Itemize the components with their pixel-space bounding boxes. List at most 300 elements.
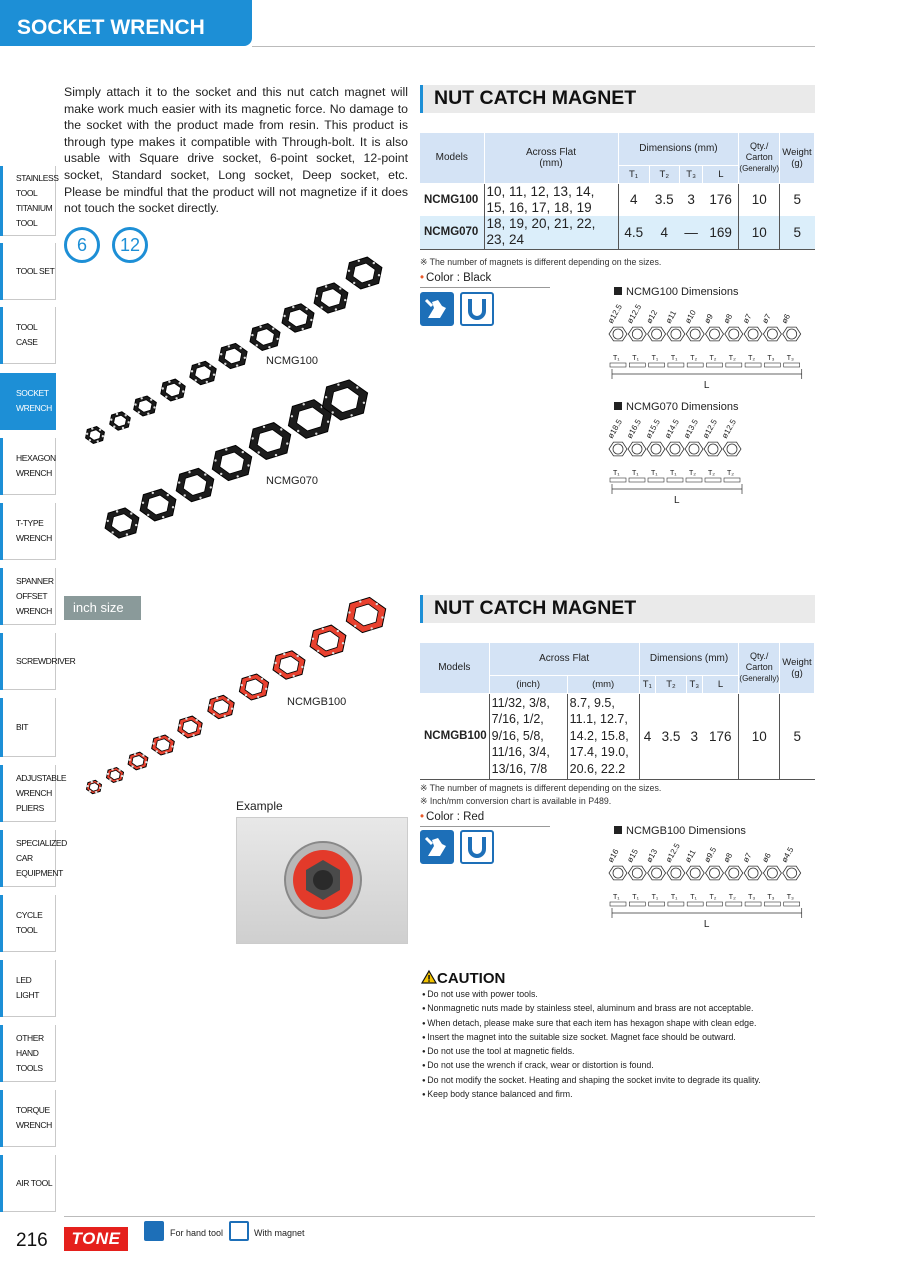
ring-side-view [648, 478, 664, 482]
mm-cell [567, 693, 639, 779]
red-magnet-ring [152, 735, 175, 755]
ncmgb100-dimension-drawing [605, 839, 808, 934]
col-qty: Qty./ Carton (Generally) [739, 133, 780, 183]
ring-side-view [649, 363, 665, 367]
dimension-ring [704, 442, 722, 456]
sidebar-item-label: SOCKET [16, 388, 49, 398]
inch-value: 11/16, 3/4, [491, 745, 550, 760]
thickness-label: T₂ [709, 894, 717, 901]
ring-side-view [668, 902, 684, 906]
ring-side-view [726, 902, 742, 906]
example-photo [236, 817, 408, 944]
t2-cell: 4 [649, 216, 679, 249]
thickness-label: T₂ [689, 470, 696, 477]
ncmgb100-photo-label: NCMGB100 [287, 696, 347, 708]
black-magnet-ring [282, 304, 314, 332]
black-magnet-ring [190, 361, 216, 384]
sidebar-tab-edge [0, 166, 3, 236]
sidebar-tab-edge [0, 243, 3, 300]
sidebar-item-torque[interactable] [0, 1090, 56, 1147]
inch-value: 13/16, 7/8 [491, 761, 548, 776]
ring-side-view [687, 363, 703, 367]
ring-size-label: ø15 [625, 847, 640, 864]
t1-cell: 4 [643, 728, 652, 744]
col-t2: T₂ [649, 165, 679, 183]
red-magnets-photo [78, 595, 408, 805]
sidebar-tab-edge [0, 307, 3, 364]
sidebar-item-label: TOOL CASE [16, 322, 38, 347]
red-magnet-ring [128, 752, 148, 770]
caution-item: ● Do not use with power tools. [422, 989, 538, 999]
ncmg100-photo-label: NCMG100 [266, 355, 318, 367]
sidebar-tab-edge [0, 765, 3, 822]
ring-side-view [764, 902, 780, 906]
intro-description: Simply attach it to the socket and this nut catch magnet will make work much easier with its magnetic force. No damage to the socket with the product made from resin. This product is through type makes it compatible with Through-bolt. It is also usable with Square drive socket, 6-point socket, 12-point socket, Standard socket, Long socket, Deep socket, etc. Please be mindful that the product will not magnetize if it does not touch the socket directly. [64, 85, 408, 216]
col-weight: Weight (g) [780, 133, 815, 183]
thickness-label: T₂ [690, 355, 698, 362]
t3-cell: — [679, 216, 702, 249]
red-magnet-ring [208, 695, 234, 718]
caution-item: ● Keep body stance balanced and firm. [422, 1089, 573, 1100]
ring-size-label: ø7 [760, 312, 773, 325]
sidebar-item-label: OFFSET WRENCH [16, 590, 52, 616]
dimension-ring [725, 327, 743, 341]
tone-logo: TONE [64, 1227, 128, 1251]
col-t3: T₃ [679, 165, 702, 183]
col-across-flat: Across Flat (mm) [484, 133, 618, 183]
red-magnet-ring [178, 716, 202, 738]
sidebar-item-label: WRENCH [16, 403, 52, 413]
ring-side-view [705, 478, 721, 482]
black-magnet-ring [140, 489, 176, 521]
sidebar-item-tool-set[interactable] [0, 243, 56, 300]
section2-note1: ※ The number of magnets is different depending on the sizes. [420, 783, 662, 793]
ncmg070-dims-title: NCMG070 Dimensions [614, 401, 738, 413]
black-magnet-ring [249, 423, 290, 460]
inch-size-badge: inch size [64, 596, 141, 620]
thickness-label: T₂ [728, 894, 736, 901]
sidebar-item-label: WRENCH [16, 1120, 52, 1130]
ring-side-view [745, 363, 761, 367]
ring-size-label: ø16 [605, 847, 621, 864]
ring-size-label: ø9 [702, 312, 715, 325]
sidebar-item-label: TOOLS [16, 1062, 43, 1073]
col-inch: (inch) [489, 675, 567, 693]
thickness-label: T₃ [786, 894, 794, 901]
sidebar-item-led-light[interactable] [0, 960, 56, 1017]
ring-size-label: ø13.5 [681, 417, 700, 440]
thickness-label: T₃ [767, 355, 775, 362]
dimension-ring [783, 866, 801, 880]
ring-side-view [687, 902, 703, 906]
thickness-label: T₁ [670, 355, 678, 362]
dimension-ring [723, 442, 741, 456]
col-mm: (mm) [567, 675, 639, 693]
ring-size-label: ø6 [760, 851, 773, 864]
ring-size-label: ø6 [779, 312, 793, 325]
ring-size-label: ø9.5 [702, 845, 719, 864]
caution-item: ● Do not use the wrench if crack, wear or distortion is found. [422, 1060, 654, 1071]
sidebar-item-air-tool[interactable] [0, 1155, 56, 1212]
inch-value: 9/16, 5/8, [491, 728, 544, 743]
col-qty: Qty./ Carton (Generally) [739, 643, 780, 693]
thickness-label: T₁ [632, 355, 639, 362]
dimension-ring [648, 327, 666, 341]
thickness-label: T₁ [670, 894, 678, 901]
ring-size-label: ø4.5 [779, 845, 796, 864]
sidebar-item-label: BIT [16, 721, 29, 732]
sidebar-item-screwdriver[interactable] [0, 633, 76, 690]
col-t1: T₁ [639, 675, 655, 693]
legend-hand-tool: For hand tool [170, 1228, 224, 1238]
sidebar-item-label: SPECIALIZED [16, 837, 67, 848]
section1-spec-table [420, 133, 815, 250]
section1-color-label: • Color : Black [420, 272, 550, 288]
dimension-ring [628, 866, 646, 880]
sidebar-item-label: TITANIUM TOOL [16, 202, 53, 228]
t3-cell: 3 [690, 728, 699, 744]
sidebar-item-label: ADJUSTABLE [16, 772, 67, 783]
red-magnet-ring [87, 780, 102, 793]
black-magnet-ring [314, 283, 348, 313]
ring-side-view [745, 902, 761, 906]
ncmgb100-dims-title: NCMGB100 Dimensions [614, 825, 746, 837]
model-cell: NCMGB100 [420, 693, 489, 779]
caution-item: ● Insert the magnet into the suitable size socket. Magnet face should be outward. [422, 1031, 736, 1042]
thickness-label: T₁ [651, 355, 659, 362]
ring-size-label: ø7 [741, 312, 754, 325]
ring-size-label: ø7 [741, 851, 754, 864]
ring-side-view [686, 478, 702, 482]
sidebar-tab-edge [0, 960, 3, 1017]
qty-cell: 10 [739, 216, 780, 249]
dimension-ring [667, 866, 685, 880]
dimension-ring [744, 327, 762, 341]
thickness-label: T₂ [708, 470, 715, 477]
sidebar-tab-edge [0, 895, 3, 952]
sidebar-item-label: WRENCH [16, 787, 52, 798]
sidebar-item-label: WRENCH [16, 468, 52, 478]
sidebar-item-label: LED LIGHT [16, 975, 40, 1000]
sidebar-tab-edge [0, 1155, 3, 1212]
sidebar-tab-edge [0, 633, 3, 690]
ring-size-label: ø13 [644, 847, 660, 864]
thickness-label: T₁ [651, 894, 659, 901]
thickness-label: T₁ [613, 355, 620, 362]
dimension-ring [783, 327, 801, 341]
sidebar-item-bit[interactable] [0, 698, 56, 757]
thickness-label: T₁ [690, 894, 697, 901]
ring-side-view [724, 478, 740, 482]
dimension-ring [706, 866, 724, 880]
red-magnet-ring [273, 651, 305, 679]
inch-value: 11/32, 3/8, [491, 695, 550, 710]
section1-note: ※ The number of magnets is different depending on the sizes. [420, 257, 662, 267]
thickness-label: T₁ [632, 470, 639, 477]
ring-size-label: ø12.5 [605, 302, 624, 325]
hex-12-point-badge: 12 [112, 227, 148, 263]
ring-size-label: ø12.5 [663, 841, 682, 864]
thickness-label: T₃ [786, 355, 794, 362]
sidebar-tab-edge [0, 830, 3, 887]
ring-size-label: ø16.5 [624, 417, 643, 440]
l-cell: 176 [703, 183, 739, 216]
dimension-ring [744, 866, 762, 880]
qty-cell: 10 [739, 183, 780, 216]
mm-value: 20.6, 22.2 [569, 761, 626, 776]
ring-side-view [764, 363, 780, 367]
sidebar-item-label: OTHER HAND [16, 1032, 44, 1058]
length-label: L [674, 495, 680, 506]
dimension-ring [647, 442, 665, 456]
sidebar-item-adjustable[interactable] [0, 765, 67, 822]
ring-side-view [629, 478, 645, 482]
col-l: L [702, 675, 739, 693]
length-label: L [703, 919, 710, 930]
caution-item: ● Nonmagnetic nuts made by stainless steel, aluminum and brass are not acceptable. [422, 1003, 754, 1014]
dimension-ring [628, 442, 646, 456]
qty-cell: 10 [739, 693, 780, 779]
sidebar-item-label: CAR EQUIPMENT [16, 852, 63, 878]
black-magnet-ring [176, 468, 214, 501]
sidebar-item-stainless-tool[interactable] [0, 166, 59, 236]
inch-value: 7/16, 1/2, [491, 712, 544, 727]
col-dimensions: Dimensions (mm) [639, 643, 739, 675]
dimension-ring [686, 327, 704, 341]
black-magnet-ring [212, 445, 251, 480]
dimension-ring [763, 866, 781, 880]
sidebar-item-label: SCREWDRIVER [16, 655, 76, 666]
section2-color-label: • Color : Red [420, 811, 550, 827]
black-magnet-ring [105, 508, 139, 538]
ring-size-label: ø8 [721, 851, 735, 864]
ring-size-label: ø11 [663, 309, 679, 325]
sidebar-tab-edge [0, 438, 3, 495]
hex-6-point-badge: 6 [64, 227, 100, 263]
dimension-ring [609, 866, 627, 880]
thickness-label: T₁ [670, 470, 677, 477]
red-magnet-ring [239, 674, 268, 700]
sidebar-item-label: CYCLE TOOL [16, 910, 43, 935]
sidebar-item-specialized[interactable] [0, 830, 67, 887]
ring-side-view [667, 478, 683, 482]
black-magnet-ring [134, 396, 157, 416]
col-l: L [703, 165, 739, 183]
col-models: Models [420, 643, 489, 693]
col-across-flat: Across Flat [489, 643, 639, 675]
black-magnet-ring [346, 257, 382, 289]
sidebar-item-label: STAINLESS TOOL [16, 172, 59, 198]
dimension-ring [763, 327, 781, 341]
col-t1: T₁ [618, 165, 649, 183]
dimension-ring [667, 327, 685, 341]
sidebar-tab-edge [0, 373, 3, 430]
hand-tool-icon [144, 1221, 164, 1241]
t3-cell: 3 [687, 192, 695, 208]
page-number: 216 [16, 1230, 48, 1251]
table-row [420, 693, 815, 779]
col-models: Models [420, 133, 484, 183]
caution-item: ● When detach, please make sure that each item has hexagon shape with clean edge. [422, 1017, 757, 1028]
black-magnet-ring [250, 324, 280, 351]
sidebar-item-tool-case[interactable] [0, 307, 56, 364]
ncmg100-dimension-drawing [605, 300, 808, 391]
sidebar-item-other-hand[interactable] [0, 1025, 56, 1082]
ring-side-view [784, 902, 800, 906]
caution-heading: CAUTION [421, 970, 505, 987]
black-magnet-ring [219, 343, 247, 368]
example-label: Example [236, 799, 283, 813]
table-row [420, 183, 815, 216]
sidebar-item-label: SPANNER [16, 575, 54, 586]
col-t3: T₃ [686, 675, 702, 693]
black-magnet-ring [110, 412, 131, 430]
sidebar-item-cycle-tool[interactable] [0, 895, 56, 952]
inch-cell [489, 693, 567, 779]
table-row [420, 216, 815, 249]
ncmg070-dimension-drawing [605, 415, 808, 510]
thickness-label: T₂ [727, 470, 734, 477]
caution-list [422, 988, 822, 1102]
sidebar-item-label: WRENCH [16, 533, 52, 543]
sidebar-item-spanner[interactable] [0, 568, 56, 625]
warning-icon [421, 970, 437, 984]
sidebar-tab-edge [0, 503, 3, 560]
ring-size-label: ø14.5 [662, 417, 681, 440]
magnet-icon [229, 1221, 249, 1241]
thickness-label: T₂ [728, 355, 736, 362]
ring-side-view [610, 478, 626, 482]
ring-side-view [707, 902, 723, 906]
thickness-label: T₂ [748, 355, 756, 362]
l-cell: 169 [703, 216, 739, 249]
sidebar-tab-edge [0, 568, 3, 625]
sidebar-tab-edge [0, 1090, 3, 1147]
dimension-ring [609, 327, 627, 341]
dimension-ring [666, 442, 684, 456]
ring-side-view [784, 363, 800, 367]
ring-size-label: ø12.5 [719, 417, 738, 440]
across-flat-cell: 10, 11, 12, 13, 14, 15, 16, 17, 18, 19 [484, 183, 618, 216]
legend-magnet: With magnet [254, 1228, 305, 1238]
socket-example-illustration [237, 818, 409, 945]
dimension-ring [686, 866, 704, 880]
ring-size-label: ø11 [683, 848, 698, 864]
sidebar-tab-edge [0, 698, 3, 757]
dimension-ring [706, 327, 724, 341]
dimension-ring [609, 442, 627, 456]
section2-note2: ※ Inch/mm conversion chart is available in P489. [420, 796, 612, 806]
section1-title: NUT CATCH MAGNET [420, 85, 815, 113]
ring-side-view [629, 902, 645, 906]
magnet-icon [460, 830, 494, 864]
weight-cell: 5 [780, 216, 815, 249]
hand-tool-icon [420, 292, 454, 326]
section2-spec-table [420, 643, 815, 780]
dimension-ring [648, 866, 666, 880]
hand-tool-icon [420, 830, 454, 864]
sidebar-item-socket[interactable] [0, 373, 56, 430]
red-magnet-ring [310, 625, 346, 657]
red-magnet-ring [346, 597, 385, 632]
thickness-label: T₂ [709, 355, 717, 362]
sidebar-item-t-type[interactable] [0, 503, 56, 560]
t1-cell: 4.5 [618, 216, 649, 249]
black-magnet-ring [86, 427, 105, 444]
black-magnet-ring [161, 379, 185, 401]
sidebar-item-label: TORQUE [16, 1105, 50, 1115]
thickness-label: T₃ [767, 894, 775, 901]
ring-side-view [610, 363, 626, 367]
ring-side-view [629, 363, 645, 367]
caution-item: ● Do not modify the socket. Heating and shaping the socket invite to degrade its quality. [422, 1074, 761, 1085]
t2-cell: 3.5 [654, 192, 674, 208]
col-dimensions: Dimensions (mm) [618, 133, 739, 165]
thickness-label: T₁ [651, 470, 658, 477]
ring-size-label: ø10 [683, 308, 698, 325]
footer-divider [64, 1216, 815, 1217]
sidebar-item-label: HEXAGON [16, 453, 56, 463]
sidebar-item-label: AIR TOOL [16, 1177, 53, 1188]
red-magnet-ring [107, 768, 124, 783]
weight-cell: 5 [793, 728, 801, 744]
ncmg070-photo-label: NCMG070 [266, 475, 318, 487]
dimension-ring [725, 866, 743, 880]
mm-value: 14.2, 15.8, [569, 728, 629, 743]
mm-value: 8.7, 9.5, [569, 695, 615, 710]
thickness-label: T₁ [613, 894, 620, 901]
ring-side-view [610, 902, 626, 906]
thickness-label: T₁ [632, 894, 639, 901]
thickness-label: T₁ [613, 470, 620, 477]
model-cell: NCMG070 [420, 216, 484, 249]
black-magnets-photo [70, 245, 410, 565]
ncmg100-dims-title: NCMG100 Dimensions [614, 286, 738, 298]
sidebar-tab-edge [0, 1025, 3, 1082]
ring-size-label: ø8 [721, 312, 735, 325]
section2-title: NUT CATCH MAGNET [420, 595, 815, 623]
header-divider [252, 46, 815, 47]
weight-cell: 5 [793, 192, 801, 208]
ring-side-view [707, 363, 723, 367]
ring-size-label: ø12.5 [625, 302, 644, 325]
col-t2: T₂ [655, 675, 686, 693]
mm-value: 11.1, 12.7, [569, 712, 628, 727]
ring-size-label: ø18.5 [605, 417, 624, 440]
dimension-ring [685, 442, 703, 456]
model-cell: NCMG100 [420, 183, 484, 216]
ring-side-view [668, 363, 684, 367]
length-label: L [703, 380, 710, 391]
ring-side-view [726, 363, 742, 367]
sidebar-item-label: T-TYPE [16, 518, 44, 528]
t2-cell: 3.5 [661, 728, 681, 744]
sidebar-item-hexagon[interactable] [0, 438, 56, 495]
thickness-label: T₃ [748, 894, 756, 901]
ring-size-label: ø15.5 [643, 417, 662, 440]
magnet-icon [460, 292, 494, 326]
mm-value: 17.4, 19.0, [569, 745, 629, 760]
ring-size-label: ø12.5 [700, 417, 719, 440]
chapter-title: SOCKET WRENCH [0, 0, 252, 46]
across-flat-cell: 18, 19, 20, 21, 22, 23, 24 [484, 216, 618, 249]
l-cell: 176 [702, 693, 739, 779]
sidebar-item-label: TOOL SET [16, 265, 55, 276]
ring-size-label: ø12 [644, 308, 660, 325]
ring-side-view [649, 902, 665, 906]
col-weight: Weight (g) [780, 643, 815, 693]
t1-cell: 4 [630, 192, 638, 208]
